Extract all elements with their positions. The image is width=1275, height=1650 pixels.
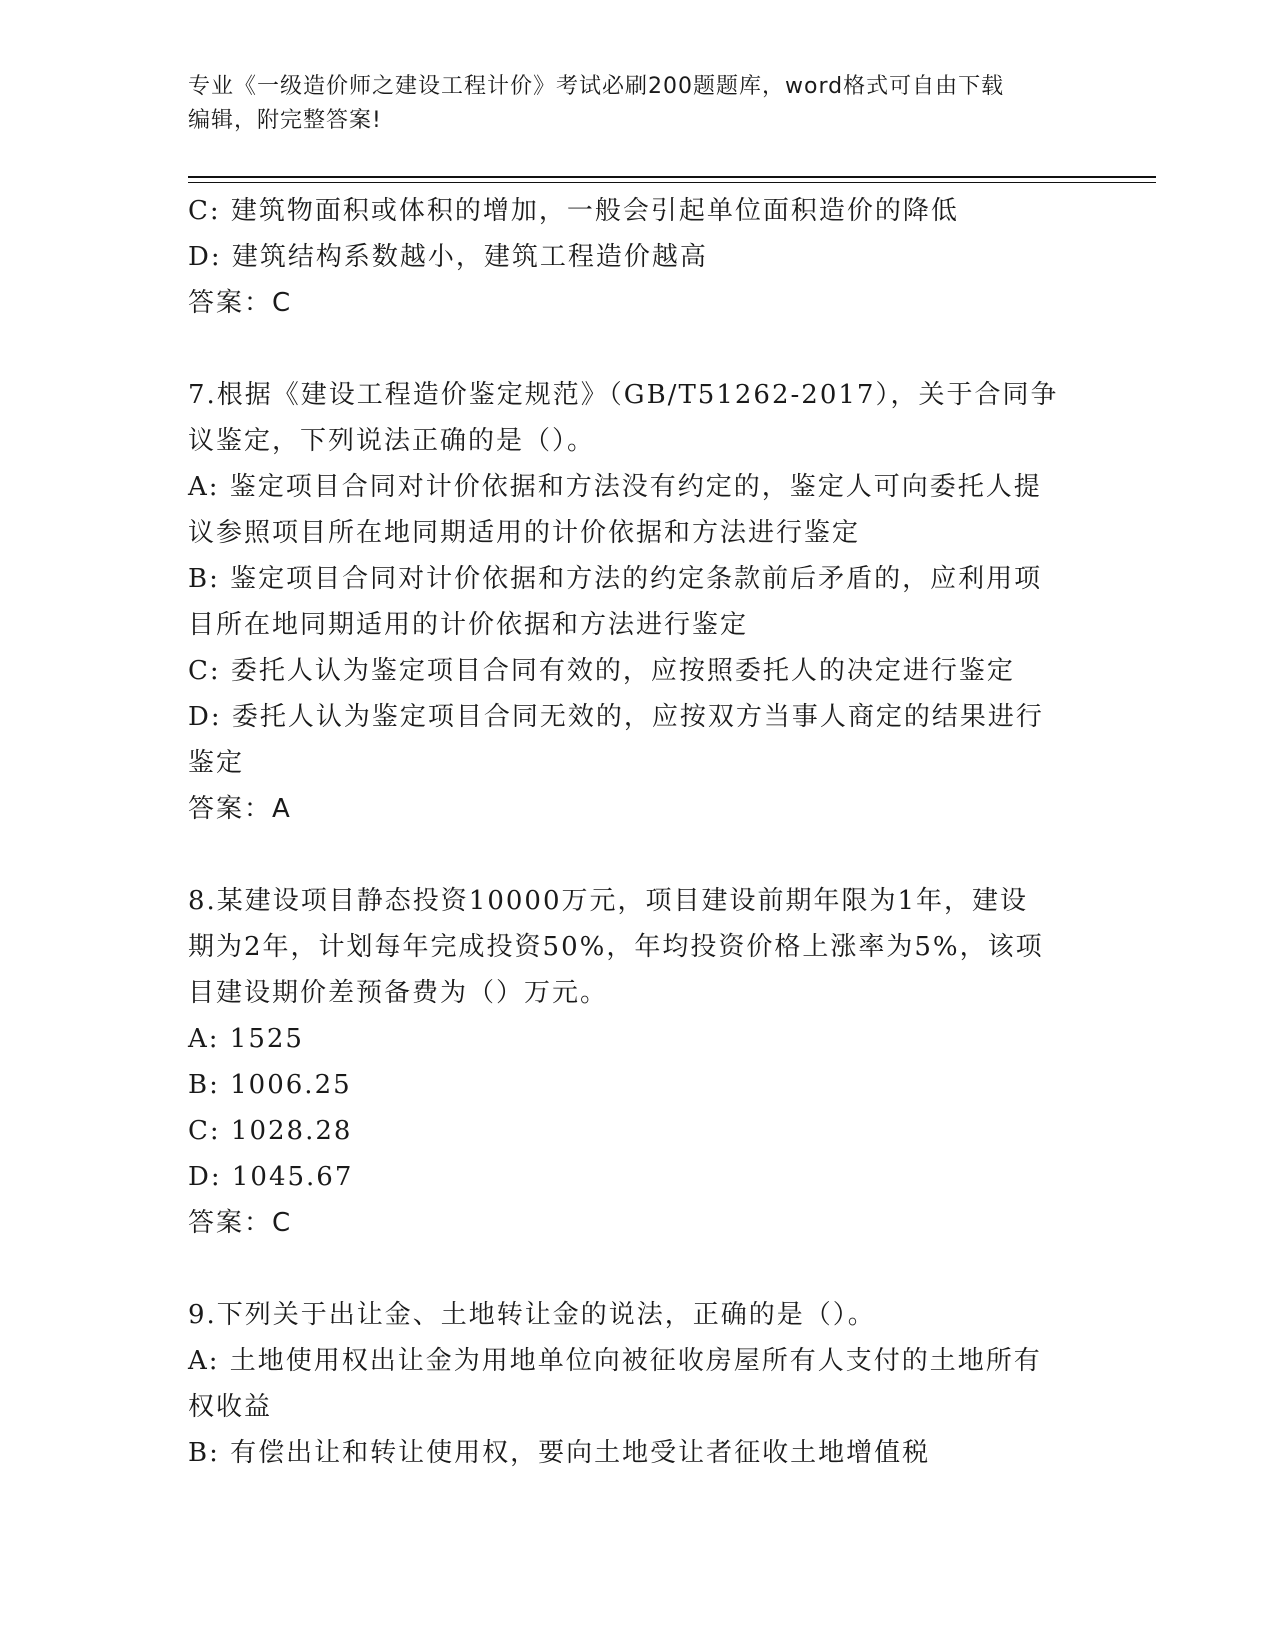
answer-value: C — [272, 288, 293, 318]
option-a: A: 1525 — [188, 1024, 304, 1054]
header-line-2: 编辑，附完整答案! — [188, 108, 382, 133]
option-c: C: 1028.28 — [188, 1116, 353, 1146]
header-divider-thin — [188, 182, 1156, 183]
header-line-1: 专业《一级造价师之建设工程计价》考试必刷200题题库，word格式可自由下载 — [188, 74, 1005, 99]
answer-line — [188, 1200, 1088, 1246]
answer-line — [188, 786, 1088, 832]
option-b: B: 鉴定项目合同对计价依据和方法的约定条款前后矛盾的，应利用项 — [188, 564, 1043, 594]
question-9 — [188, 1292, 1088, 1476]
answer-value: A — [272, 794, 292, 824]
option-a: A: 土地使用权出让金为用地单位向被征收房屋所有人支付的土地所有 — [188, 1346, 1042, 1376]
answer-value: C — [272, 1208, 293, 1238]
question-7 — [188, 372, 1088, 832]
option-d: D: 1045.67 — [188, 1162, 354, 1192]
question-stem: 9.下列关于出让金、土地转让金的说法，正确的是（）。 — [188, 1300, 876, 1330]
question-6-tail — [188, 188, 1088, 326]
question-8 — [188, 878, 1088, 1246]
answer-label: 答案： — [188, 1208, 273, 1238]
option-a-cont: 权收益 — [188, 1392, 273, 1422]
question-stem: 目建设期价差预备费为（）万元。 — [188, 978, 609, 1008]
option-b: B: 有偿出让和转让使用权，要向土地受让者征收土地增值税 — [188, 1438, 931, 1468]
question-stem: 议鉴定，下列说法正确的是（）。 — [188, 426, 596, 456]
question-stem: 8.某建设项目静态投资10000万元，项目建设前期年限为1年，建设 — [188, 886, 1029, 916]
option-d: D: 委托人认为鉴定项目合同无效的，应按双方当事人商定的结果进行 — [188, 702, 1044, 732]
answer-label: 答案： — [188, 288, 273, 318]
option-b: B: 1006.25 — [188, 1070, 352, 1100]
option-c: C: 建筑物面积或体积的增加，一般会引起单位面积造价的降低 — [188, 196, 959, 226]
question-stem: 7.根据《建设工程造价鉴定规范》（GB/T51262-2017），关于合同争 — [188, 380, 1059, 410]
option-d: D: 建筑结构系数越小，建筑工程造价越高 — [188, 242, 708, 272]
option-c: C: 委托人认为鉴定项目合同有效的，应按照委托人的决定进行鉴定 — [188, 656, 1015, 686]
option-d-cont: 鉴定 — [188, 748, 245, 778]
option-a-cont: 议参照项目所在地同期适用的计价依据和方法进行鉴定 — [188, 518, 861, 548]
document-body — [188, 188, 1088, 1476]
option-a: A: 鉴定项目合同对计价依据和方法没有约定的，鉴定人可向委托人提 — [188, 472, 1042, 502]
document-header — [188, 70, 1068, 138]
header-divider-thick — [188, 176, 1156, 178]
question-stem: 期为2年，计划每年完成投资50%，年均投资价格上涨率为5%，该项 — [188, 932, 1044, 962]
answer-label: 答案： — [188, 794, 273, 824]
answer-line — [188, 280, 1088, 326]
option-b-cont: 目所在地同期适用的计价依据和方法进行鉴定 — [188, 610, 749, 640]
